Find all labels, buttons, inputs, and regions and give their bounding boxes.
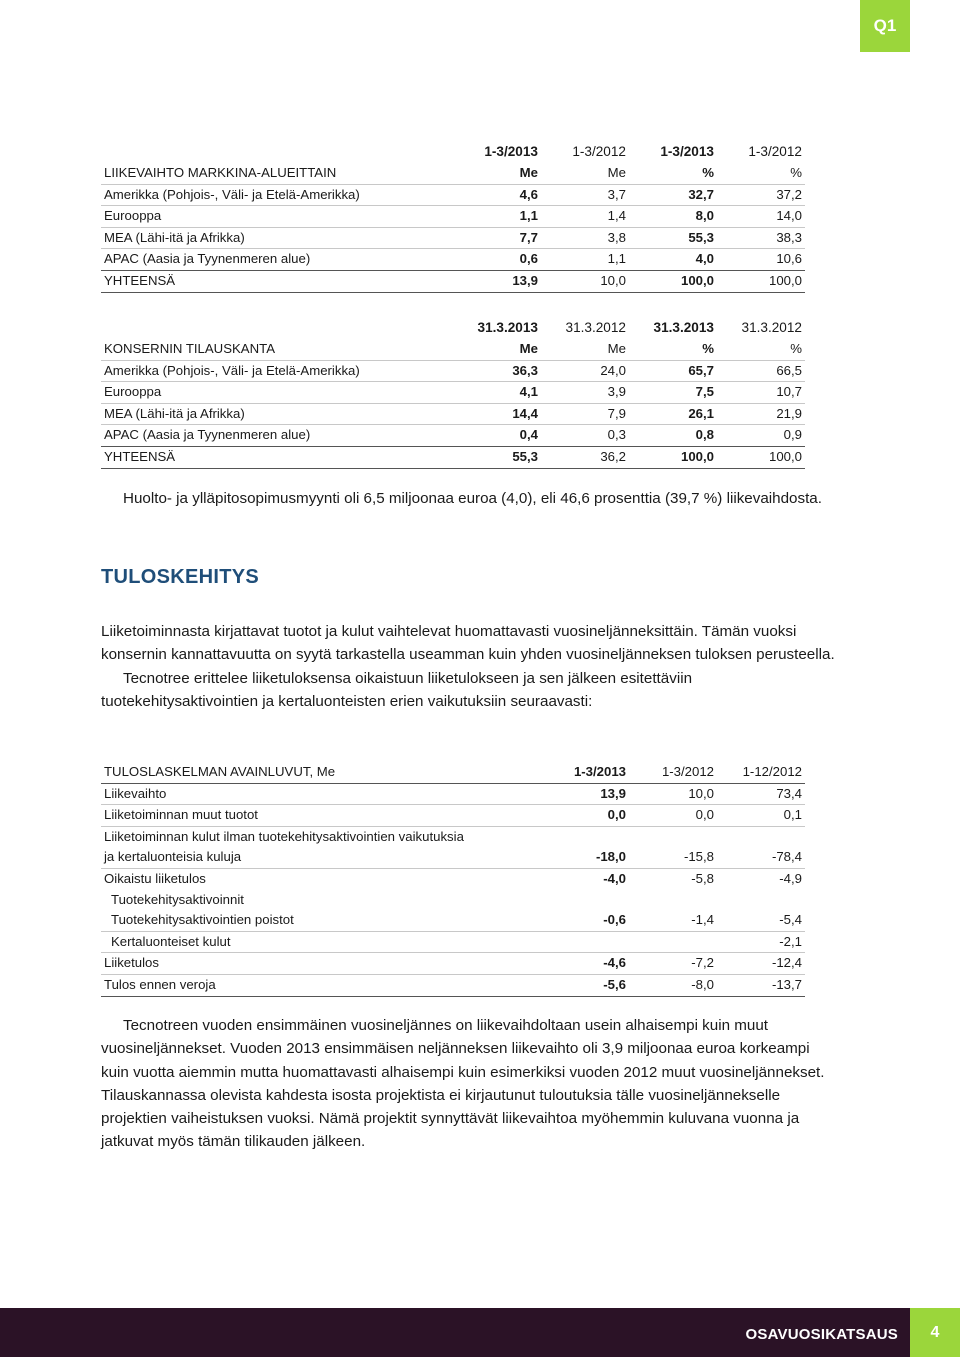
income-statement-table — [101, 762, 805, 997]
value-cell: 13,9 — [451, 270, 541, 292]
value-cell: 100,0 — [717, 446, 805, 468]
row-label: ja kertaluonteisia kuluja — [101, 847, 541, 868]
col-header: 31.3.2012 — [565, 320, 626, 335]
value-cell: 26,1 — [629, 403, 717, 425]
value-cell: -8,0 — [629, 974, 717, 996]
table-row — [101, 868, 805, 889]
unit-cell: Me — [451, 339, 541, 360]
row-label: Amerikka (Pohjois-, Väli- ja Etelä-Amerikka) — [101, 184, 451, 206]
table-row — [101, 974, 805, 996]
unit-cell: % — [717, 339, 805, 360]
value-cell: -5,6 — [541, 974, 629, 996]
value-cell: -7,2 — [629, 953, 717, 975]
unit-cell: Me — [541, 339, 629, 360]
table-title: KONSERNIN TILAUSKANTA — [101, 339, 451, 360]
value-cell: -4,6 — [541, 953, 629, 975]
unit-cell: Me — [541, 163, 629, 184]
row-label: APAC (Aasia ja Tyynenmeren alue) — [101, 425, 451, 447]
row-label: YHTEENSÄ — [101, 446, 451, 468]
value-cell: -13,7 — [717, 974, 805, 996]
table-row — [101, 783, 805, 805]
value-cell: 32,7 — [629, 184, 717, 206]
value-cell: -4,9 — [779, 870, 802, 886]
value-cell: 38,3 — [717, 227, 805, 249]
unit-cell: % — [629, 163, 717, 184]
table-row — [101, 910, 805, 931]
unit-cell: Me — [451, 163, 541, 184]
value-cell — [717, 890, 805, 911]
order-backlog-table — [101, 317, 805, 469]
value-cell: -78,4 — [717, 847, 805, 868]
value-cell: 21,9 — [717, 403, 805, 425]
value-cell: 36,2 — [541, 446, 629, 468]
value-cell: 73,4 — [717, 783, 805, 805]
q1-commentary-paragraph: Tecnotreen vuoden ensimmäinen vuosineljännes on liikevaihdoltaan usein alhaisempi kuin muut vuosineljännekset. Vuoden 2013 ensimmäisen neljänneksen liikevaihto oli 3,9 miljoonaa euroa korkeampi kuin vuotta aiemmin mutta huomattavasti alhaisempi kuin esimerkiksi vuoden 2012 muut vuosineljännekset. Tilauskannassa olevista kahdesta isosta projektista ei kirjautunut tuloutuksia tälle vuosineljännekselle projektien vaiheistuksen vuoksi. Nämä projektit synnyttävät liikevaihtoa myöhemmin kuluvana vuonna ja jatkuvat myös tämän tilikauden jälkeen. — [101, 1017, 825, 1151]
value-cell: 7,5 — [629, 382, 717, 404]
value-cell: 55,3 — [451, 446, 541, 468]
value-cell — [541, 890, 629, 911]
table-row — [101, 382, 805, 404]
value-cell: 0,1 — [717, 805, 805, 827]
row-label: Liiketulos — [101, 953, 541, 975]
row-label: Oikaistu liiketulos — [104, 870, 206, 886]
col-header: 1-3/2012 — [629, 762, 717, 783]
row-label: Eurooppa — [101, 382, 451, 404]
row-label: Tulos ennen veroja — [101, 974, 541, 996]
total-row — [101, 446, 805, 468]
value-cell: -15,8 — [629, 847, 717, 868]
table-row — [101, 227, 805, 249]
results-intro-paragraph: Liiketoiminnasta kirjattavat tuotot ja kulut vaihtelevat huomattavasti vuosineljänneksittäin. Tämän vuoksi konsernin kannattavuutta on syytä tarkastella useamman kuin yhden vuosineljänneksen tuloksen perusteella. Tecnotree erittelee liiketuloksensa oikaistuun liiketulokseen ja sen jälkeen esitettäviin tuotekehitysaktivointien ja kertaluonteisten erien vaikutuksiin seuraavasti: — [101, 623, 835, 710]
value-cell: 1,1 — [451, 206, 541, 228]
value-cell: 10,7 — [717, 382, 805, 404]
value-cell: 0,4 — [451, 425, 541, 447]
value-cell — [629, 890, 717, 911]
total-row — [101, 270, 805, 292]
service-sales-paragraph: Huolto- ja ylläpitosopimusmyynti oli 6,5 miljoonaa euroa (4,0), eli 46,6 prosenttia (39,7 %) liikevaihdosta. — [123, 490, 822, 507]
value-cell: 3,8 — [541, 227, 629, 249]
quarter-badge: Q1 — [860, 0, 910, 52]
value-cell: -12,4 — [717, 953, 805, 975]
value-cell: -2,1 — [717, 931, 805, 953]
value-cell: 0,9 — [717, 425, 805, 447]
row-label: Liiketoiminnan muut tuotot — [101, 805, 541, 827]
value-cell: 36,3 — [451, 360, 541, 382]
value-cell: 10,0 — [629, 783, 717, 805]
value-cell: 100,0 — [629, 270, 717, 292]
value-cell: 14,0 — [717, 206, 805, 228]
value-cell: 3,7 — [541, 184, 629, 206]
value-cell: 8,0 — [629, 206, 717, 228]
row-label: Tuotekehitysaktivoinnit — [111, 891, 244, 907]
table-title: TULOSLASKELMAN AVAINLUVUT, Me — [101, 762, 541, 783]
table-row — [101, 805, 805, 827]
value-cell: 24,0 — [541, 360, 629, 382]
value-cell: 13,9 — [541, 783, 629, 805]
row-label: Liikevaihto — [101, 783, 541, 805]
value-cell: 0,0 — [541, 805, 629, 827]
table-row — [101, 249, 805, 271]
table-row — [101, 360, 805, 382]
value-cell: 10,6 — [717, 249, 805, 271]
value-cell: 100,0 — [629, 446, 717, 468]
value-cell: 1,4 — [541, 206, 629, 228]
unit-cell: % — [629, 339, 717, 360]
value-cell: -5,8 — [691, 870, 714, 886]
value-cell: 3,9 — [541, 382, 629, 404]
row-label: Eurooppa — [101, 206, 451, 228]
value-cell: 4,1 — [451, 382, 541, 404]
table-row — [101, 403, 805, 425]
row-label: APAC (Aasia ja Tyynenmeren alue) — [101, 249, 451, 271]
value-cell: 14,4 — [451, 403, 541, 425]
table-title: LIIKEVAIHTO MARKKINA-ALUEITTAIN — [101, 163, 451, 184]
row-label: Tuotekehitysaktivointien poistot — [101, 910, 541, 931]
unit-cell: % — [717, 163, 805, 184]
value-cell: -4,0 — [603, 870, 626, 886]
value-cell — [629, 826, 717, 847]
col-header: 1-3/2012 — [572, 144, 626, 159]
table-row — [101, 206, 805, 228]
revenue-by-market-table — [101, 141, 805, 293]
table-row — [101, 953, 805, 975]
value-cell: 0,6 — [451, 249, 541, 271]
value-cell: 0,0 — [629, 805, 717, 827]
value-cell: 7,7 — [451, 227, 541, 249]
value-cell: -1,4 — [629, 910, 717, 931]
section-heading: TULOSKEHITYS — [101, 566, 260, 588]
col-header: 1-3/2012 — [748, 144, 802, 159]
value-cell: 66,5 — [717, 360, 805, 382]
table-row — [101, 890, 805, 911]
value-cell — [629, 931, 717, 953]
value-cell: 7,9 — [541, 403, 629, 425]
value-cell — [541, 931, 629, 953]
col-header: 31.3.2012 — [741, 320, 802, 335]
value-cell: 55,3 — [629, 227, 717, 249]
value-cell: 37,2 — [717, 184, 805, 206]
value-cell: -0,6 — [541, 910, 629, 931]
col-header: 1-3/2013 — [660, 144, 714, 159]
value-cell: 65,7 — [629, 360, 717, 382]
col-header: 1-3/2013 — [484, 144, 538, 159]
value-cell: 0,8 — [629, 425, 717, 447]
table-row — [101, 425, 805, 447]
footer-label: OSAVUOSIKATSAUS — [745, 1326, 898, 1343]
value-cell: 10,0 — [541, 270, 629, 292]
row-label: MEA (Lähi-itä ja Afrikka) — [101, 227, 451, 249]
table-row — [101, 826, 805, 847]
table-row — [101, 847, 805, 868]
row-label: Amerikka (Pohjois-, Väli- ja Etelä-Amerikka) — [101, 360, 451, 382]
col-header: 1-3/2013 — [541, 762, 629, 783]
row-label: Liiketoiminnan kulut ilman tuotekehitysaktivointien vaikutuksia — [104, 828, 464, 844]
value-cell: 100,0 — [717, 270, 805, 292]
value-cell: 0,3 — [541, 425, 629, 447]
value-cell: 1,1 — [541, 249, 629, 271]
col-header: 31.3.2013 — [477, 320, 538, 335]
page-number: 4 — [910, 1308, 960, 1357]
value-cell: 4,0 — [629, 249, 717, 271]
value-cell: -5,4 — [717, 910, 805, 931]
table-row — [101, 184, 805, 206]
value-cell — [717, 826, 805, 847]
table-row — [101, 931, 805, 953]
value-cell: -18,0 — [541, 847, 629, 868]
row-label: Kertaluonteiset kulut — [101, 931, 541, 953]
row-label: YHTEENSÄ — [101, 270, 451, 292]
value-cell — [541, 826, 629, 847]
col-header: 1-12/2012 — [717, 762, 805, 783]
row-label: MEA (Lähi-itä ja Afrikka) — [101, 403, 451, 425]
value-cell: 4,6 — [451, 184, 541, 206]
col-header: 31.3.2013 — [653, 320, 714, 335]
